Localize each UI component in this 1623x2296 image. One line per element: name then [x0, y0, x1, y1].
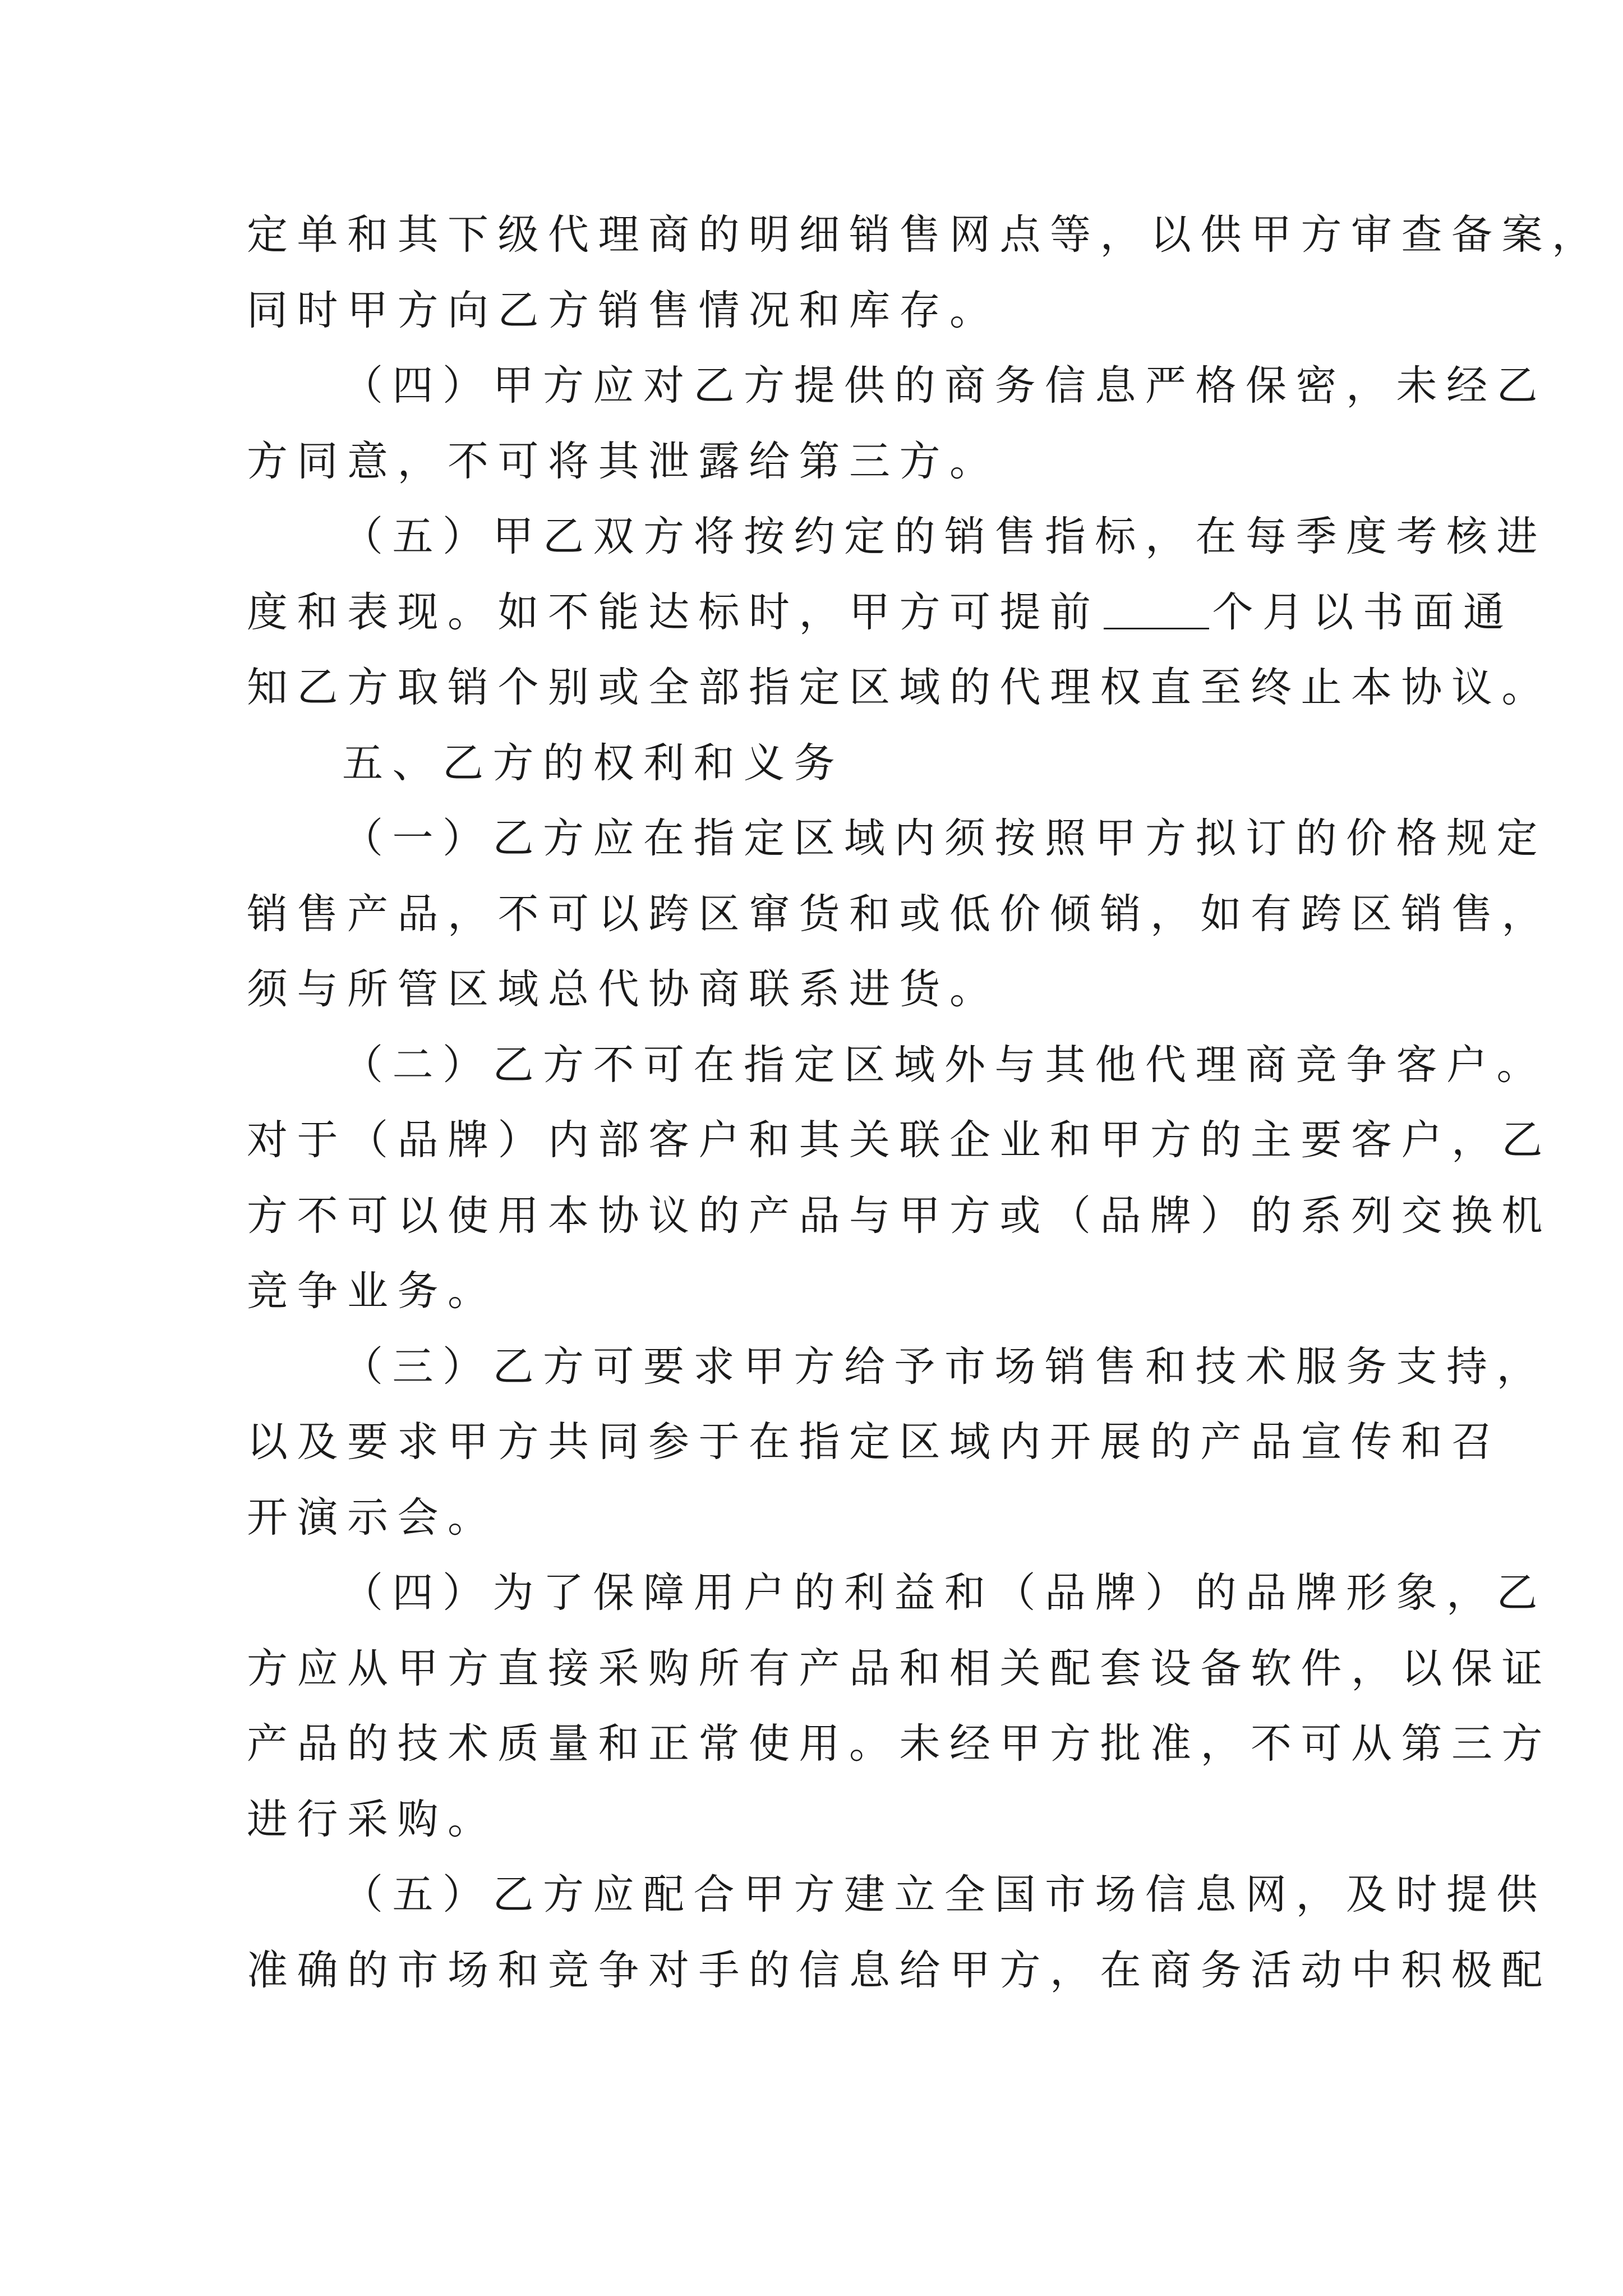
text-line: 方同意，不可将其泄露给第三方。 — [247, 437, 1000, 485]
text-line: 知乙方取销个别或全部指定区域的代理权直至终止本协议。 — [247, 664, 1552, 711]
text-line: 方不可以使用本协议的产品与甲方或（品牌）的系列交换机 — [247, 1191, 1552, 1240]
text-line: 开演示会。 — [247, 1493, 498, 1542]
text-line: 准确的市场和竞争对手的信息给甲方，在商务活动中积极配 — [247, 1946, 1552, 1994]
clause-3-support: （三）乙方可要求甲方给予市场销售和技术服务支持， — [342, 1342, 1547, 1391]
text-line: 以及要求甲方共同参于在指定区域内开展的产品宣传和召 — [247, 1418, 1502, 1466]
text-line: 进行采购。 — [247, 1795, 498, 1843]
clause-4-procurement: （四）为了保障用户的利益和（品牌）的品牌形象，乙 — [342, 1569, 1547, 1617]
text-line: 同时甲方向乙方销售情况和库存。 — [247, 286, 1000, 334]
text-fragment: 个月以书面通 — [1212, 588, 1514, 636]
clause-2-competition: （二）乙方不可在指定区域外与其他代理商竞争客户。 — [342, 1041, 1547, 1089]
text-line: 定单和其下级代理商的明细销售网点等，以供甲方审查备案， — [247, 211, 1602, 259]
text-fragment: 度和表现。如不能达标时，甲方可提前 — [247, 588, 1100, 636]
document-body — [247, 197, 1602, 2008]
text-line: 方应从甲方直接采购所有产品和相关配套设备软件，以保证 — [247, 1644, 1552, 1692]
blank-underline — [1104, 625, 1209, 629]
text-line: 须与所管区域总代协商联系进货。 — [247, 965, 1000, 1013]
text-line: 销售产品，不可以跨区窜货和或低价倾销，如有跨区销售， — [247, 890, 1552, 938]
text-line: 产品的技术质量和正常使用。未经甲方批准，不可从第三方 — [247, 1720, 1552, 1768]
clause-1-pricing: （一）乙方应在指定区域内须按照甲方拟订的价格规定 — [342, 815, 1547, 862]
clause-4-confidentiality: （四）甲方应对乙方提供的商务信息严格保密，未经乙 — [342, 362, 1547, 409]
text-line: 竞争业务。 — [247, 1267, 498, 1315]
clause-5-market-info: （五）乙方应配合甲方建立全国市场信息网，及时提供 — [342, 1871, 1547, 1918]
section-heading: 五、乙方的权利和义务 — [342, 739, 844, 787]
clause-5-sales-targets: （五）甲乙双方将按约定的销售指标，在每季度考核进 — [342, 513, 1547, 560]
text-line — [247, 575, 1514, 651]
text-line: 对于（品牌）内部客户和其关联企业和甲方的主要客户，乙 — [247, 1116, 1552, 1164]
